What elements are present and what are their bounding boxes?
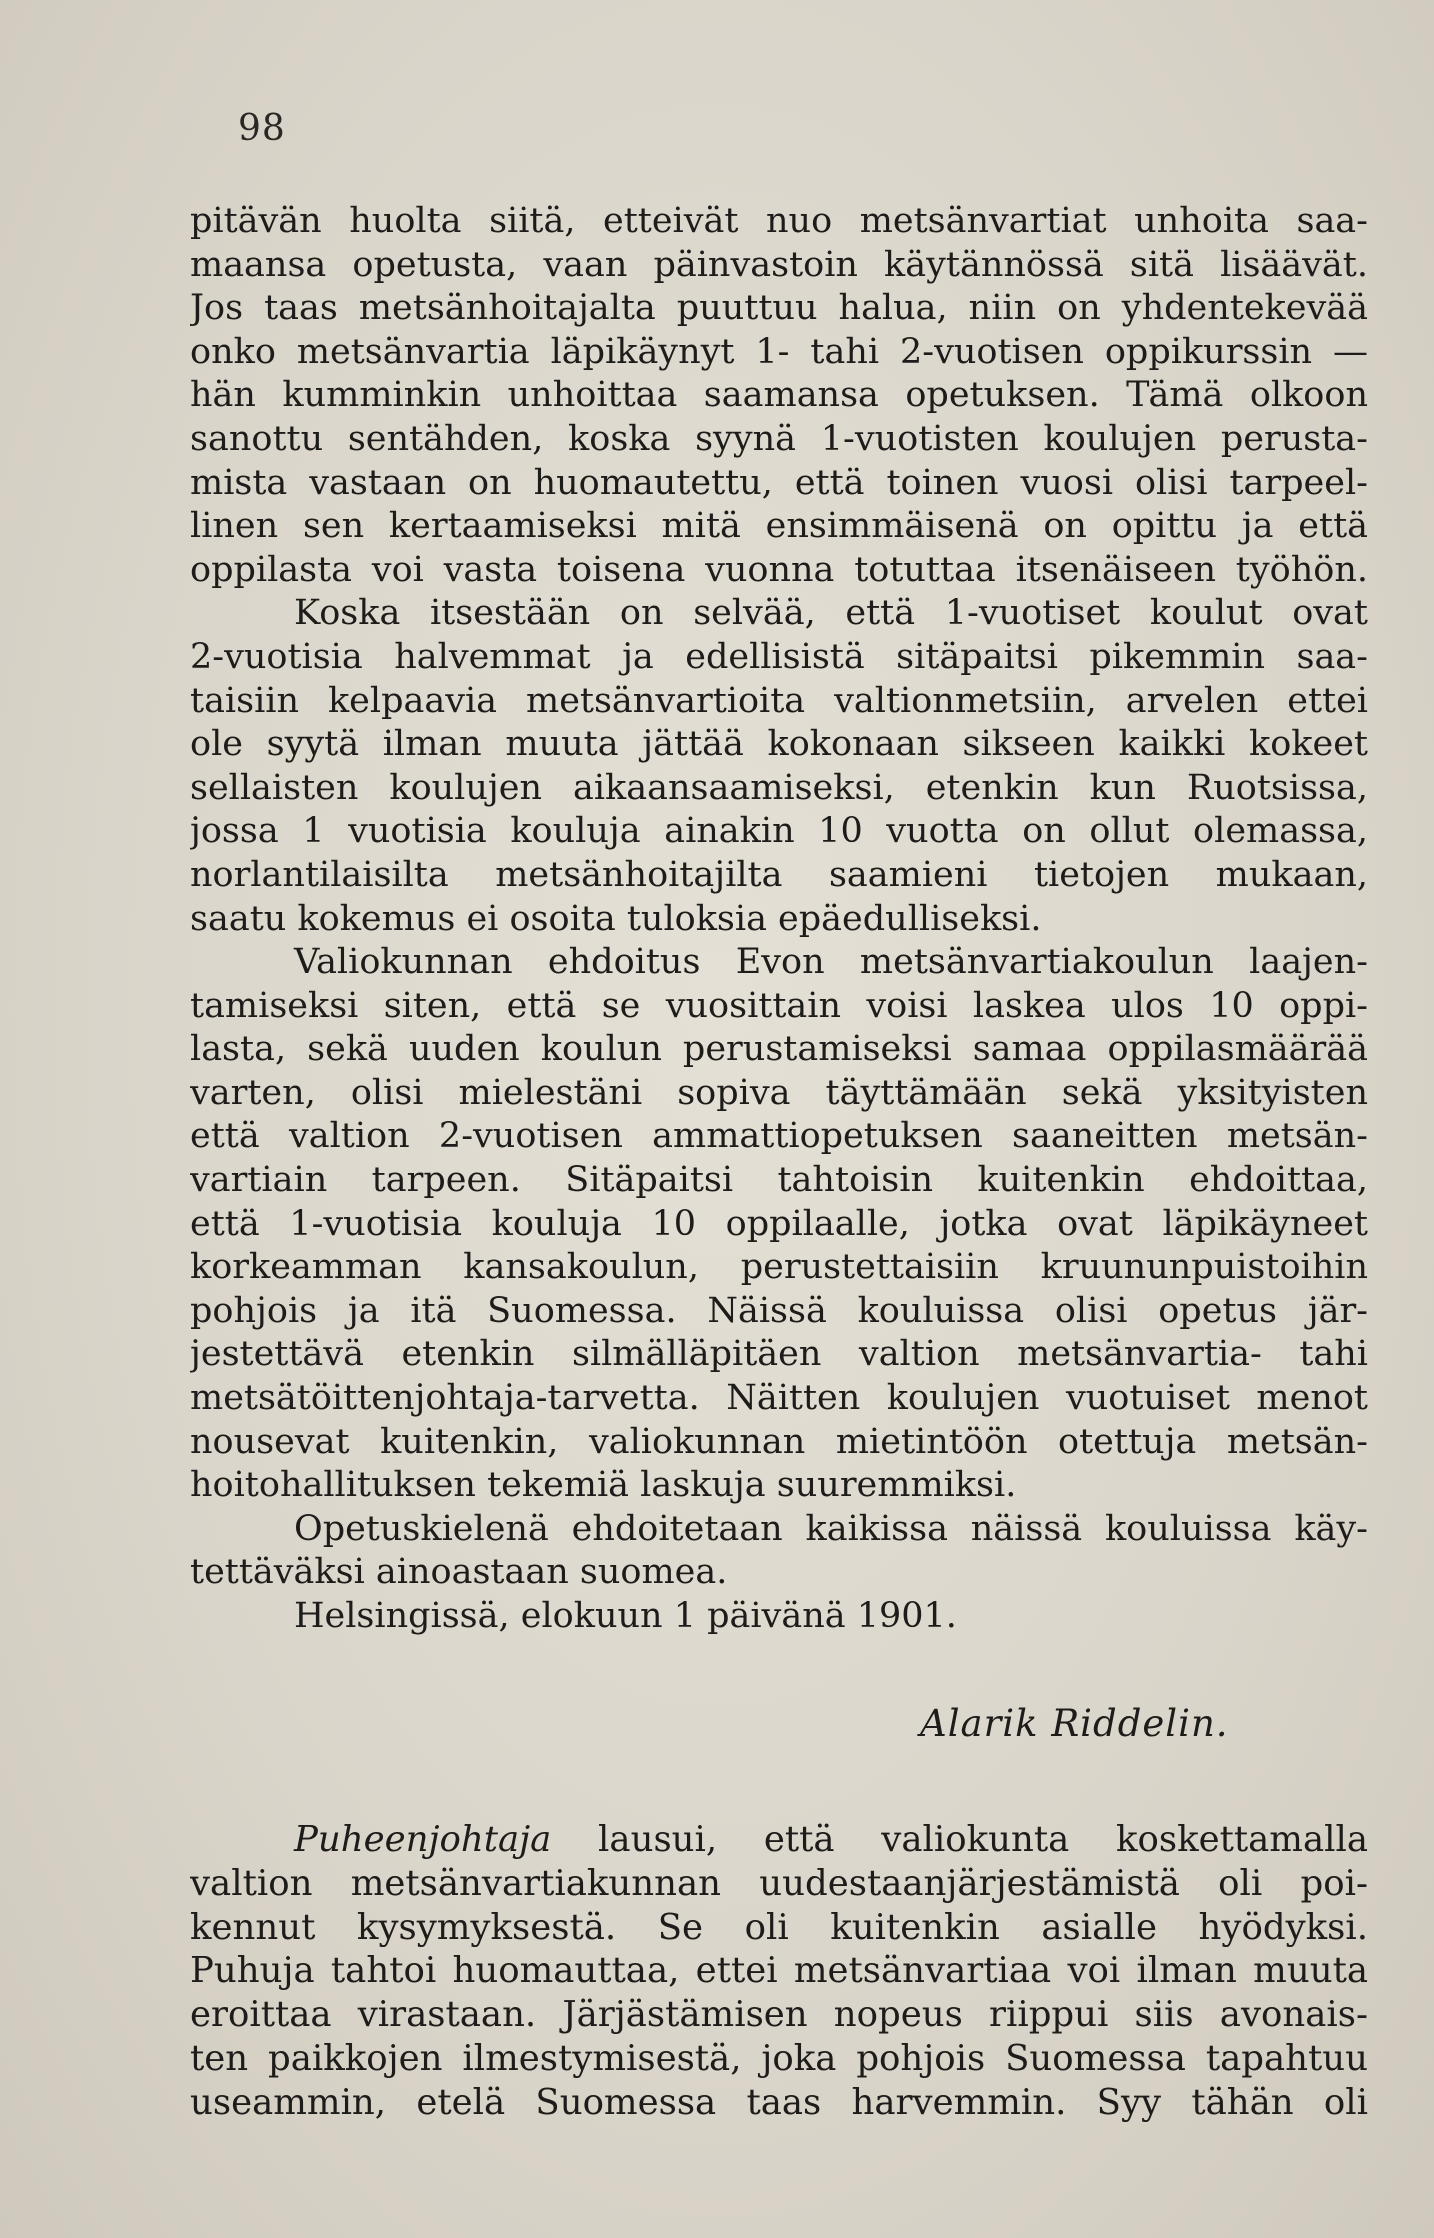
text-line: saatu kokemus ei osoita tuloksia epäedulliseksi.	[190, 898, 1042, 939]
text-line: useammin, etelä Suomessa taas harvemmin. Syy tähän oli	[190, 2081, 1368, 2123]
text-line: 2-vuotisia halvemmat ja edellisistä sitäpaitsi pikemmin saa-	[190, 636, 1368, 677]
text-line: taisiin kelpaavia metsänvartioita valtionmetsiin, arvelen ettei	[190, 680, 1368, 721]
body-text-continued	[190, 1818, 1368, 2125]
text-line: Puhuja tahtoi huomauttaa, ettei metsänvartiaa voi ilman muuta	[190, 1950, 1368, 1992]
text-line: pohjois ja itä Suomessa. Näissä kouluissa olisi opetus jär-	[190, 1290, 1368, 1331]
text-line: varten, olisi mielestäni sopiva täyttämään sekä yksityisten	[190, 1072, 1368, 1113]
text-line: kennut kysymyksestä. Se oli kuitenkin asialle hyödyksi.	[190, 1906, 1368, 1948]
text-line: valtion metsänvartiakunnan uudestaanjärjestämistä oli poi-	[190, 1862, 1368, 1904]
text-line: jossa 1 vuotisia kouluja ainakin 10 vuotta on ollut olemassa,	[190, 811, 1368, 852]
text-line: norlantilaisilta metsänhoitajilta saamieni tietojen mukaan,	[190, 854, 1368, 895]
text-line: Jos taas metsänhoitajalta puuttuu halua, niin on yhdentekevää	[190, 288, 1368, 329]
text-line: ten paikkojen ilmestymisestä, joka pohjois Suomessa tapahtuu	[190, 2037, 1368, 2079]
text-line: metsätöittenjohtaja-tarvetta. Näitten koulujen vuotuiset menot	[190, 1378, 1368, 1419]
text-line: korkeamman kansakoulun, perustettaisiin kruununpuistoihin	[190, 1247, 1368, 1288]
text-line: sanottu sentähden, koska syynä 1-vuotisten koulujen perusta-	[190, 418, 1368, 459]
text-line	[190, 1818, 1368, 1862]
text-line: mista vastaan on huomautettu, että toinen vuosi olisi tarpeel-	[190, 462, 1368, 503]
text-line: tettäväksi ainoastaan suomea.	[190, 1552, 728, 1593]
body-text	[190, 200, 1368, 1639]
text-line: Opetuskielenä ehdoitetaan kaikissa näissä kouluissa käy-	[294, 1508, 1368, 1549]
speaker-text: lausui, että valiokunta koskettamalla	[551, 1819, 1368, 1860]
text-line: Valiokunnan ehdoitus Evon metsänvartiakoulun laajen-	[294, 942, 1368, 983]
text-line: vartiain tarpeen. Sitäpaitsi tahtoisin kuitenkin ehdoittaa,	[190, 1160, 1368, 1201]
text-line: lasta, sekä uuden koulun perustamiseksi samaa oppilasmäärää	[190, 1029, 1368, 1070]
text-line: että 1-vuotisia kouluja 10 oppilaalle, jotka ovat läpikäyneet	[190, 1203, 1368, 1244]
text-line: nousevat kuitenkin, valiokunnan mietintöön otettuja metsän-	[190, 1421, 1368, 1462]
text-line: että valtion 2-vuotisen ammattiopetuksen saaneitten metsän-	[190, 1116, 1368, 1157]
text-line: sellaisten koulujen aikaansaamiseksi, etenkin kun Ruotsissa,	[190, 767, 1368, 808]
signature: Alarik Riddelin.	[920, 1702, 1229, 1745]
text-line: pitävän huolta siitä, etteivät nuo metsänvartiat unhoita saa-	[190, 201, 1368, 241]
text-line: jestettävä etenkin silmälläpitäen valtion metsänvartia- tahi	[190, 1334, 1368, 1375]
text-line: ole syytä ilman muuta jättää kokonaan sikseen kaikki kokeet	[190, 724, 1368, 765]
text-line: hoitohallituksen tekemiä laskuja suuremmiksi.	[190, 1465, 1017, 1506]
speaker-name: Puheenjohtaja	[294, 1819, 552, 1860]
text-line: maansa opetusta, vaan päinvastoin käytännössä sitä lisäävät.	[190, 244, 1368, 285]
text-line: linen sen kertaamiseksi mitä ensimmäisenä on opittu ja että	[190, 506, 1368, 547]
text-line: onko metsänvartia läpikäynyt 1- tahi 2-vuotisen oppikurssin —	[190, 331, 1368, 372]
text-line: eroittaa virastaan. Järjästämisen nopeus riippui siis avonais-	[190, 1994, 1368, 2036]
text-line: Koska itsestään on selvää, että 1-vuotiset koulut ovat	[294, 593, 1368, 634]
text-line: hän kumminkin unhoittaa saamansa opetuksen. Tämä olkoon	[190, 375, 1368, 416]
text-line: Helsingissä, elokuun 1 päivänä 1901.	[294, 1596, 957, 1636]
page-number: 98	[238, 108, 286, 149]
text-line: tamiseksi siten, että se vuosittain voisi laskea ulos 10 oppi-	[190, 985, 1368, 1026]
text-line: oppilasta voi vasta toisena vuonna totuttaa itsenäiseen työhön.	[190, 549, 1368, 590]
